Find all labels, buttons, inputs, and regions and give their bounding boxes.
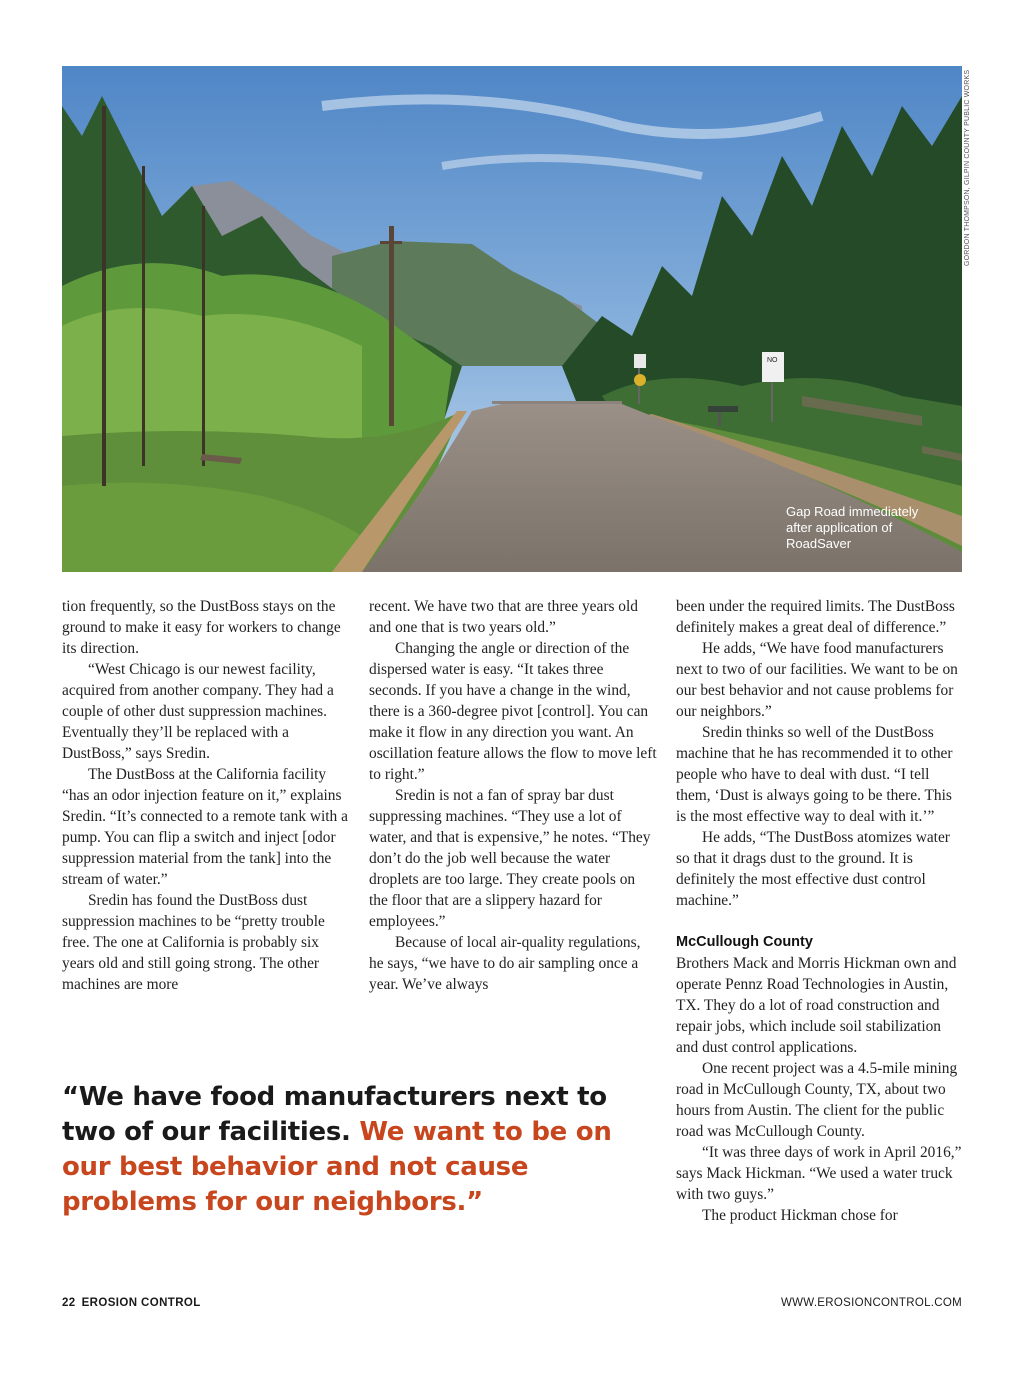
paragraph: The product Hickman chose for: [702, 1207, 898, 1224]
pull-quote-highlight: We want to be on our best behavior and not cause problems for our neighbors.”: [62, 1117, 612, 1217]
paragraph: “It was three days of work in April 2016,” says Mack Hickman. “We used a water truck with two guys.”: [676, 1144, 962, 1203]
magazine-name: EROSION CONTROL: [81, 1297, 201, 1309]
article-column-3: [676, 596, 964, 1226]
footer-folio: [62, 1297, 201, 1309]
photo-caption: Gap Road immediately after application of RoadSaver: [786, 504, 919, 551]
paragraph: Sredin has found the DustBoss dust suppression machines to be “pretty trouble free. The one at California is probably six years old and still going strong. The other machines are more: [62, 892, 325, 993]
paragraph: Because of local air-quality regulations, he says, “we have to do air sampling once a year. We’ve always: [369, 934, 641, 993]
section-subhead: McCullough County: [676, 934, 813, 950]
paragraph: The DustBoss at the California facility “has an odor injection feature on it,” explains Sredin. “It’s connected to a remote tank with a pump. You can flip a switch and inject [odor suppression material from the tank] into the stream of water.”: [62, 766, 348, 888]
pull-quote: [62, 1080, 642, 1220]
paragraph: Sredin is not a fan of spray bar dust suppressing machines. “They use a lot of water, and that is expensive,” he notes. “They don’t do the job well because the water droplets are too large. They create pools on the floor that are a slippery hazard for employees.”: [369, 787, 651, 930]
road-photo: [62, 66, 962, 572]
photo-credit: GORDON THOMPSON, GILPIN COUNTY PUBLIC WORKS: [964, 69, 971, 266]
paragraph: recent. We have two that are three years old and one that is two years old.”: [369, 598, 638, 636]
paragraph: One recent project was a 4.5-mile mining road in McCullough County, TX, about two hours from Austin. The client for the public road was McCullough County.: [676, 1060, 958, 1140]
paragraph: been under the required limits. The DustBoss definitely makes a great deal of difference.”: [676, 598, 955, 636]
paragraph: He adds, “The DustBoss atomizes water so that it drags dust to the ground. It is definitely the most effective dust control machine.”: [676, 829, 950, 909]
no-sign-text: NO: [767, 357, 778, 364]
page-number: 22: [62, 1297, 76, 1309]
road-scene-illustration: [62, 66, 962, 572]
pull-quote-part-1: “We have food manufacturers next to two of our facilities.: [62, 1082, 607, 1147]
paragraph: Sredin thinks so well of the DustBoss machine that he has recommended it to other people who have to deal with dust. “I tell them, ‘Dust is always going to be there. This is the most effective way to deal with it.’”: [676, 724, 953, 825]
article-column-1: [62, 596, 350, 995]
paragraph: He adds, “We have food manufacturers next to two of our facilities. We want to be on our best behavior and not cause problems for our neighbors.”: [676, 640, 958, 720]
paragraph: “West Chicago is our newest facility, acquired from another company. They had a couple of other dust suppression machines. Eventually they’ll be replaced with a DustBoss,” says Sredin.: [62, 661, 334, 762]
paragraph: tion frequently, so the DustBoss stays on the ground to make it easy for workers to change its direction.: [62, 598, 341, 657]
paragraph: Changing the angle or direction of the dispersed water is easy. “It takes three seconds. If you have a change in the wind, there is a 360-degree pivot [control]. You can make it flow in any direction you want. An oscillation feature allows the flow to move left to right.”: [369, 640, 657, 783]
paragraph: Brothers Mack and Morris Hickman own and operate Pennz Road Technologies in Austin, TX. They do a lot of road construction and repair jobs, which include soil stabilization and dust control applications.: [676, 955, 957, 1056]
article-column-2: [369, 596, 657, 995]
footer-website: WWW.EROSIONCONTROL.COM: [780, 1297, 962, 1309]
